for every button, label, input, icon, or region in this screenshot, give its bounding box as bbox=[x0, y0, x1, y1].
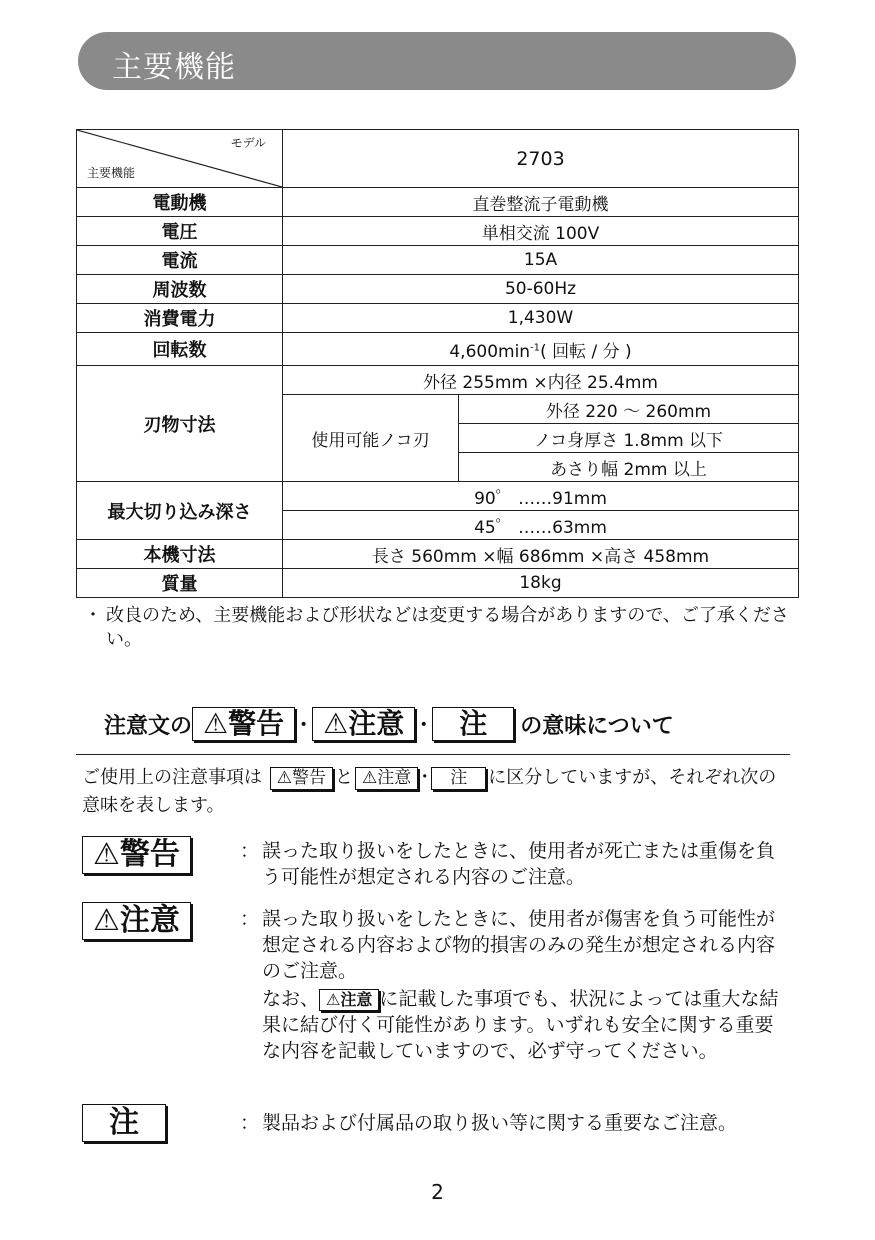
section-header-bar bbox=[78, 32, 796, 90]
row-label-weight: 質量 bbox=[77, 569, 283, 598]
rpm-unit: ( 回転 / 分 ) bbox=[540, 341, 632, 362]
intro-text: に区分していますが、それぞれ次の意味を表します。 bbox=[82, 767, 777, 816]
row-value-depth: 45゜ ……63mm bbox=[283, 511, 799, 540]
table-row bbox=[77, 275, 799, 304]
note-bullet: ・ bbox=[84, 605, 102, 626]
caution-extra-text: に記載した事項でも、状況によっては重大な結果に結び付く可能性があります。いずれも安全に関する重要な内容を記載していますので、必ず守ってください。 bbox=[262, 988, 779, 1062]
caution-box-inline: ⚠注意 bbox=[355, 767, 418, 790]
table-row bbox=[77, 366, 799, 395]
intro-and: と bbox=[334, 767, 353, 788]
caution-box: ⚠注意 bbox=[312, 707, 415, 741]
page-title: 主要機能 bbox=[112, 50, 236, 85]
caution-definition bbox=[240, 906, 792, 1064]
row-label-motor: 電動機 bbox=[77, 188, 283, 217]
colon: ： bbox=[240, 840, 260, 862]
intro-paragraph bbox=[82, 764, 794, 820]
row-value-rpm bbox=[283, 333, 799, 366]
row-value-motor: 直巻整流子電動機 bbox=[283, 188, 799, 217]
colon: ： bbox=[240, 908, 260, 930]
table-row bbox=[77, 540, 799, 569]
row-value-depth: 90゜ ……91mm bbox=[283, 482, 799, 511]
note-text: 改良のため、主要機能および形状などは変更する場合がありますので、ご了承ください。 bbox=[106, 605, 789, 650]
note-definition-text: 製品および付属品の取り扱い等に関する重要なご注意。 bbox=[262, 1112, 738, 1134]
separator: ･ bbox=[299, 715, 309, 736]
note-box: 注 bbox=[432, 707, 514, 741]
row-label-dimensions: 本機寸法 bbox=[77, 540, 283, 569]
section-divider bbox=[76, 754, 790, 755]
row-value-voltage: 単相交流 100V bbox=[283, 217, 799, 246]
table-row bbox=[77, 482, 799, 511]
table-header-row bbox=[77, 130, 799, 188]
table-row bbox=[77, 569, 799, 598]
page-number: 2 bbox=[431, 1180, 444, 1204]
table-row bbox=[77, 304, 799, 333]
warning-definition bbox=[240, 838, 792, 890]
table-row bbox=[77, 333, 799, 366]
rpm-exponent: -1 bbox=[530, 341, 541, 353]
caution-extra-prefix: なお、 bbox=[262, 988, 320, 1010]
caution-definition-text: 誤った取り扱いをしたときに、使用者が傷害を負う可能性が想定される内容および物的損害のみの発生が想定される内容のご注意。 bbox=[262, 908, 776, 982]
warning-label: ⚠警告 bbox=[82, 836, 191, 874]
row-value-dimensions: 長さ 560mm ×幅 686mm ×高さ 458mm bbox=[283, 540, 799, 569]
table-row bbox=[77, 246, 799, 275]
usable-blade-value: ノコ身厚さ 1.8mm 以下 bbox=[459, 424, 799, 453]
row-label-power: 消費電力 bbox=[77, 304, 283, 333]
colon: ： bbox=[240, 1112, 260, 1134]
corner-model-label: モデル bbox=[230, 136, 266, 150]
row-label-rpm: 回転数 bbox=[77, 333, 283, 366]
note-box-inline: 注 bbox=[431, 767, 486, 790]
corner-function-label: 主要機能 bbox=[87, 166, 136, 180]
separator: ･ bbox=[419, 715, 429, 736]
usable-blade-value: あさり幅 2mm 以上 bbox=[459, 453, 799, 482]
caution-box-inline: ⚠注意 bbox=[319, 989, 379, 1011]
warning-box: ⚠警告 bbox=[192, 707, 295, 741]
row-value-blade-dims: 外径 255mm ×内径 25.4mm bbox=[283, 366, 799, 395]
corner-cell bbox=[77, 130, 283, 188]
caution-extra bbox=[262, 986, 792, 1064]
spec-table bbox=[76, 129, 799, 598]
note-definition bbox=[240, 1110, 792, 1136]
row-value-current: 15A bbox=[283, 246, 799, 275]
separator: ･ bbox=[420, 767, 430, 788]
row-label-blade: 刃物寸法 bbox=[77, 366, 283, 482]
row-label-current: 電流 bbox=[77, 246, 283, 275]
section-title bbox=[104, 704, 674, 744]
section-title-prefix: 注意文の bbox=[104, 713, 193, 739]
row-value-weight: 18kg bbox=[283, 569, 799, 598]
usable-blade-value: 外径 220 ～ 260mm bbox=[459, 395, 799, 424]
caution-label: ⚠注意 bbox=[82, 902, 191, 940]
row-value-power: 1,430W bbox=[283, 304, 799, 333]
row-label-voltage: 電圧 bbox=[77, 217, 283, 246]
usable-blade-label: 使用可能ノコ刃 bbox=[283, 395, 459, 482]
section-title-suffix: の意味について bbox=[520, 713, 674, 739]
table-row bbox=[77, 217, 799, 246]
intro-text: ご使用上の注意事項は bbox=[82, 767, 262, 788]
warning-definition-text: 誤った取り扱いをしたときに、使用者が死亡または重傷を負う可能性が想定される内容のご注意。 bbox=[262, 840, 776, 888]
row-label-depth: 最大切り込み深さ bbox=[77, 482, 283, 540]
row-value-frequency: 50-60Hz bbox=[283, 275, 799, 304]
note-label: 注 bbox=[82, 1104, 166, 1142]
rpm-value: 4,600min bbox=[449, 341, 531, 362]
warning-box-inline: ⚠警告 bbox=[270, 767, 333, 790]
model-number: 2703 bbox=[283, 130, 799, 188]
spec-change-note bbox=[84, 604, 796, 652]
table-row bbox=[77, 188, 799, 217]
row-label-frequency: 周波数 bbox=[77, 275, 283, 304]
